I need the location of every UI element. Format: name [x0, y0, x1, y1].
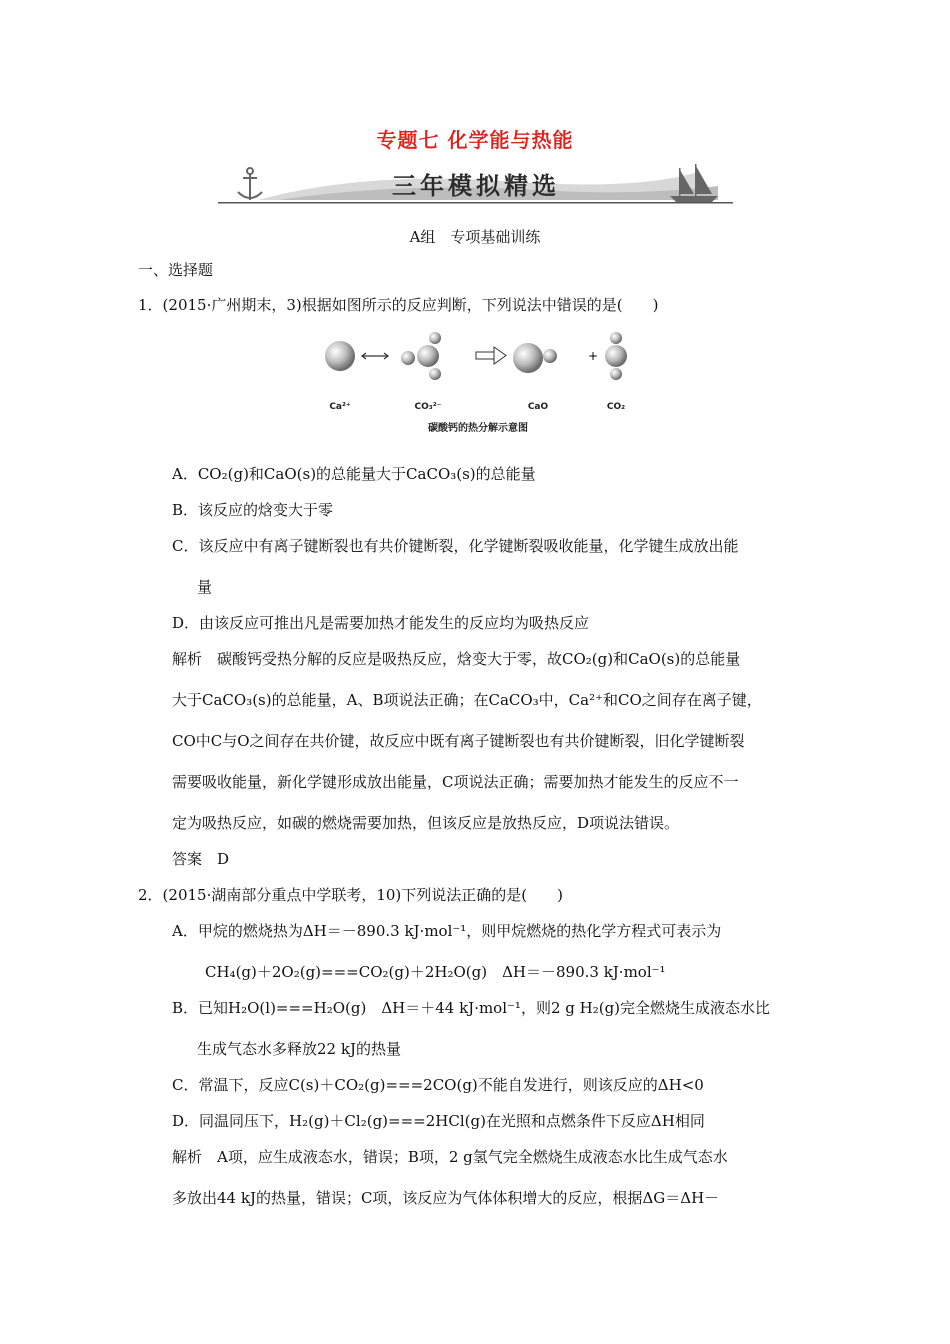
question-2-option-a-equation: CH₄(g)＋2O₂(g)===CO₂(g)＋2H₂O(g) ΔH＝－890.3 kJ·mol⁻¹ [205, 963, 666, 981]
question-1-analysis-line-1: 解析 碳酸钙受热分解的反应是吸热反应，焓变大于零，故CO₂(g)和CaO(s)的总能量 [172, 650, 741, 668]
cao-oxygen-atom [543, 349, 557, 363]
question-2-option-a: A．甲烷的燃烧热为ΔH＝－890.3 kJ·mol⁻¹，则甲烷燃烧的热化学方程式可表示为 [172, 922, 722, 940]
question-2-option-b-continued: 生成气态水多释放22 kJ的热量 [197, 1040, 401, 1058]
label-carbonate: CO₃²⁻ [414, 402, 442, 412]
question-1-stem: 1．(2015·广州期末，3)根据如图所示的反应判断，下列说法中错误的是( ) [138, 296, 659, 314]
question-2-analysis-line-2: 多放出44 kJ的热量，错误；C项，该反应为气体体积增大的反应，根据ΔG＝ΔH－ [172, 1189, 720, 1207]
question-1-option-a: A．CO₂(g)和CaO(s)的总能量大于CaCO₃(s)的总能量 [172, 465, 536, 483]
section-heading: 一、选择题 [138, 261, 214, 279]
cao-calcium-atom [513, 343, 543, 373]
carbonate-oxygen-top [429, 332, 441, 344]
question-1-option-b: B．该反应的焓变大于零 [172, 501, 334, 519]
figure-caption: 碳酸钙的热分解示意图 [428, 423, 528, 434]
question-1-option-c: C．该反应中有离子键断裂也有共价键断裂，化学键断裂吸收能量，化学键生成放出能 [172, 537, 739, 555]
question-2-analysis-line-1: 解析 A项，应生成液态水，错误；B项，2 g氢气完全燃烧生成液态水比生成气态水 [172, 1148, 728, 1166]
question-1-analysis-line-2: 大于CaCO₃(s)的总能量，A、B项说法正确；在CaCO₃中，Ca²⁺和CO之间存在离子键， [172, 691, 762, 709]
question-2-option-c: C．常温下，反应C(s)＋CO₂(g)===2CO(g)不能自发进行，则该反应的ΔH<0 [172, 1076, 704, 1094]
question-2-stem: 2．(2015·湖南部分重点中学联考，10)下列说法正确的是( ) [138, 886, 563, 904]
double-arrow-icon [362, 353, 388, 359]
carbonate-oxygen-left [401, 351, 415, 365]
carbonate-carbon-atom [417, 345, 439, 367]
label-ca-ion: Ca²⁺ [329, 402, 351, 412]
reaction-arrow-icon [476, 347, 506, 364]
question-1-analysis-line-4: 需要吸收能量，新化学键形成放出能量，C项说法正确；需要加热才能发生的反应不一 [172, 773, 739, 791]
group-heading: A组 专项基础训练 [409, 228, 541, 246]
question-1-analysis-line-3: CO中C与O之间存在共价键，故反应中既有离子键断裂也有共价键断裂，旧化学键断裂 [172, 732, 745, 750]
anchor-icon [238, 168, 262, 200]
question-2-option-b: B．已知H₂O(l)===H₂O(g) ΔH＝＋44 kJ·mol⁻¹，则2 g H₂(g)完全燃烧生成液态水比 [172, 999, 771, 1017]
question-1-option-d: D．由该反应可推出凡是需要加热才能发生的反应均为吸热反应 [172, 614, 590, 632]
co2-carbon-atom [605, 345, 627, 367]
banner-text: 三年模拟精选 [392, 172, 560, 200]
co2-oxygen-top [610, 332, 622, 344]
label-co2: CO₂ [606, 402, 626, 412]
co2-oxygen-bottom [610, 368, 622, 380]
question-2-option-d: D．同温同压下，H₂(g)＋Cl₂(g)===2HCl(g)在光照和点燃条件下反应ΔH相同 [172, 1112, 705, 1130]
banner-graphic [218, 160, 733, 206]
question-1-answer: 答案 D [172, 850, 230, 868]
question-1-option-c-continued: 量 [197, 578, 213, 596]
label-cao: CaO [527, 402, 549, 412]
ca-ion-atom [325, 341, 355, 371]
question-1-analysis-line-5: 定为吸热反应，如碳的燃烧需要加热，但该反应是放热反应，D项说法错误。 [172, 814, 680, 832]
page-title: 专题七 化学能与热能 [376, 128, 574, 152]
carbonate-oxygen-bottom [429, 368, 441, 380]
plus-sign: + [588, 349, 599, 363]
calcium-carbonate-decomposition-diagram [318, 332, 638, 440]
